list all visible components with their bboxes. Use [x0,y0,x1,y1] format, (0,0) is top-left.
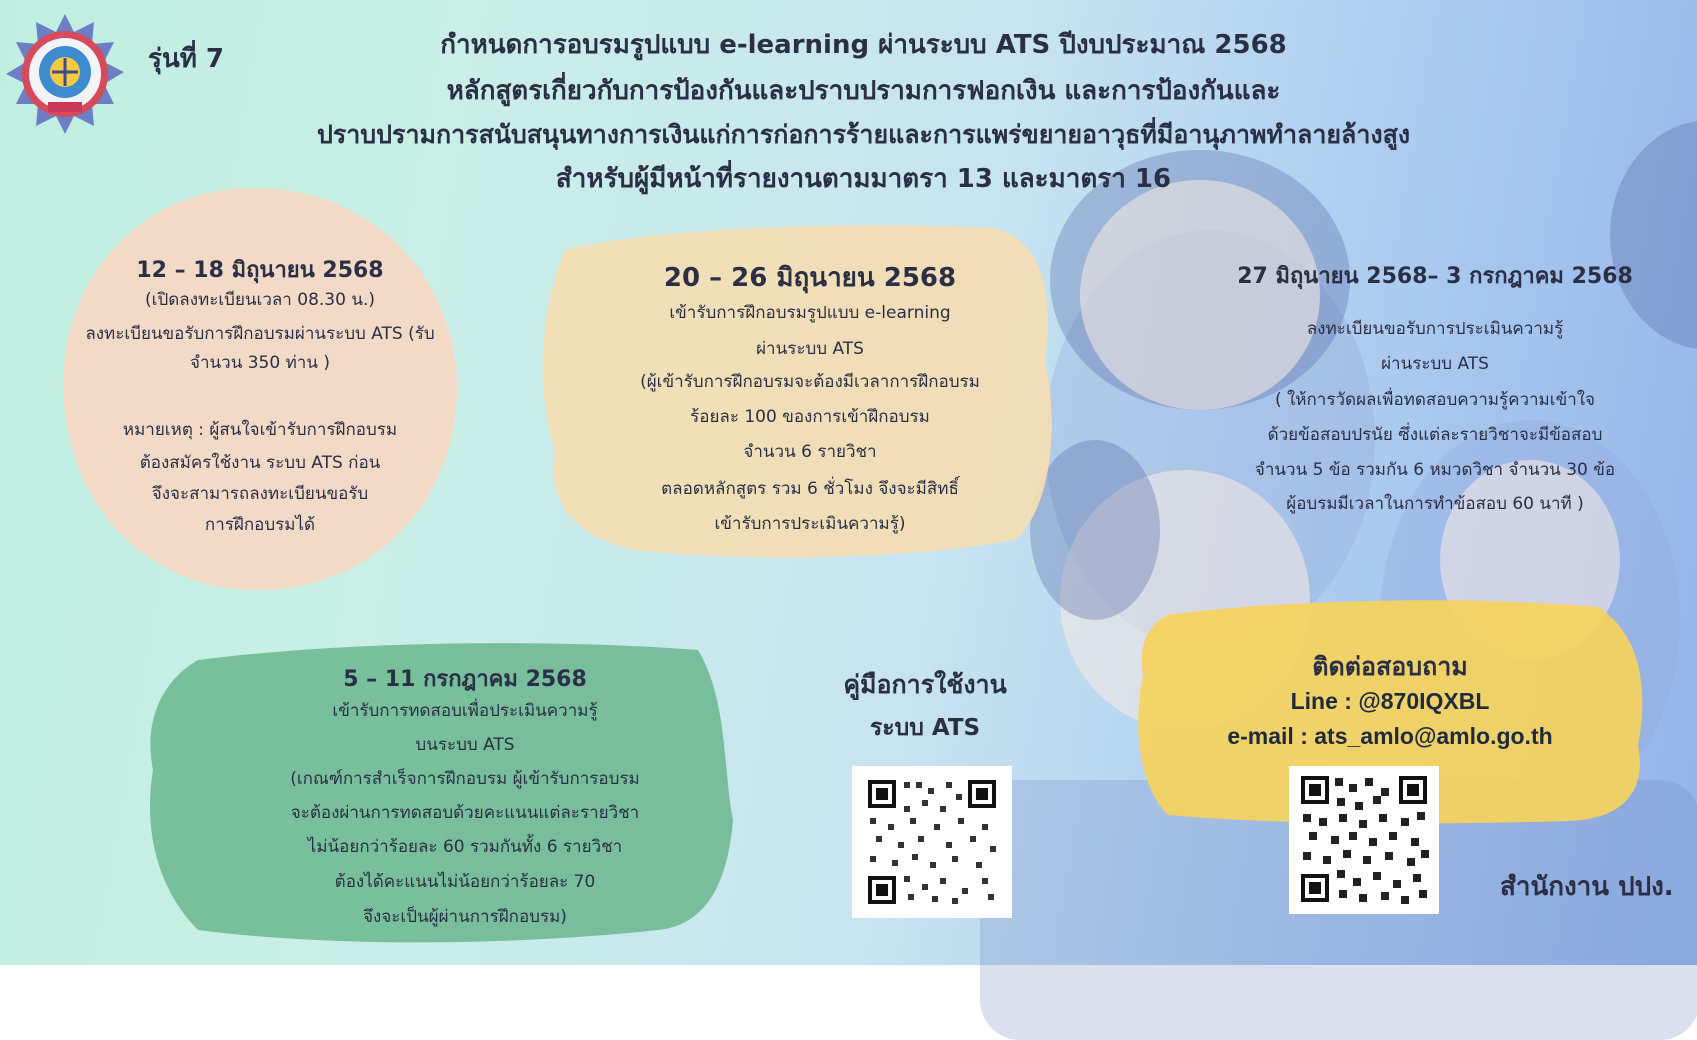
contact-line-id[interactable]: Line : @870IQXBL [1290,688,1490,714]
step4-line-4: จะต้องผ่านการทดสอบด้วยคะแนนแต่ละรายวิชา [290,803,640,823]
title-line-3: ปราบปรามการสนับสนุนทางการเงินแก่การก่อการร้ายและการแพร่ขยายอาวุธที่มีอานุภาพทำลายล้างสูง [316,120,1411,149]
step2-line-5: จำนวน 6 รายวิชา [743,442,877,462]
manual-line-2: ระบบ ATS [869,715,981,741]
contact-email[interactable]: e-mail : ats_amlo@amlo.go.th [1227,723,1553,749]
step2-line-3: (ผู้เข้ารับการฝึกอบรมจะต้องมีเวลาการฝึกอบรม [640,372,980,392]
step4-line-5: ไม่น้อยกว่าร้อยละ 60 รวมกันทั้ง 6 รายวิชา [307,837,623,857]
manual-qr-code[interactable] [852,766,1012,918]
step1-line-5: หมายเหตุ : ผู้สนใจเข้ารับการฝึกอบรม [122,420,398,440]
step4-line-6: ต้องได้คะแนนไม่น้อยกว่าร้อยละ 70 [334,872,596,892]
step1-line-2: ลงทะเบียนขอรับการฝึกอบรมผ่านระบบ ATS (รับ [85,324,435,344]
step1-line-6: ต้องสมัครใช้งาน ระบบ ATS ก่อน [139,453,381,473]
step4-line-7: จึงจะเป็นผู้ผ่านการฝึกอบรม) [363,907,567,927]
step2-line-7: เข้ารับการประเมินความรู้) [714,514,906,534]
contact-heading: ติดต่อสอบถาม [1312,652,1468,681]
step1-line-3: จำนวน 350 ท่าน ) [190,353,330,373]
step4-date: 5 – 11 กรกฎาคม 2568 [343,667,587,692]
batch-label: รุ่นที่ 7 [148,44,225,74]
step2-line-6: ตลอดหลักสูตร รวม 6 ชั่วโมง จึงจะมีสิทธิ์ [661,479,959,499]
manual-line-1: คู่มือการใช้งาน [843,670,1007,699]
step2-line-4: ร้อยละ 100 ของการเข้าฝึกอบรม [690,407,930,427]
step3-date: 27 มิถุนายน 2568– 3 กรกฎาคม 2568 [1237,264,1633,289]
step3-line-3: ( ให้การวัดผลเพื่อทดสอบความรู้ความเข้าใจ [1274,390,1596,410]
step2-line-2: ผ่านระบบ ATS [756,339,864,359]
step1-line-8: การฝึกอบรมได้ [204,515,316,535]
contact-qr-code[interactable] [1289,766,1439,914]
step3-line-1: ลงทะเบียนขอรับการประเมินความรู้ [1306,319,1564,339]
title-line-4: สำหรับผู้มีหน้าที่รายงานตามมาตรา 13 และมาตรา 16 [555,164,1172,194]
step1-line-7: จึงจะสามารถลงทะเบียนขอรับ [151,484,369,504]
step3-line-6: ผู้อบรมมีเวลาในการทำข้อสอบ 60 นาที ) [1286,494,1584,514]
step3-line-4: ด้วยข้อสอบปรนัย ซึ่งแต่ละรายวิชาจะมีข้อสอบ [1267,425,1603,445]
step4-line-3: (เกณฑ์การสำเร็จการฝึกอบรม ผู้เข้ารับการอบรม [290,769,640,789]
step4-line-1: เข้ารับการทดสอบเพื่อประเมินความรู้ [332,701,598,721]
step1-date: 12 – 18 มิถุนายน 2568 [136,258,384,283]
step3-line-2: ผ่านระบบ ATS [1381,354,1489,374]
step2-date: 20 – 26 มิถุนายน 2568 [663,263,957,293]
step2-line-1: เข้ารับการฝึกอบรมรูปแบบ e-learning [669,303,951,323]
office-name: สำนักงาน ปปง. [1500,872,1674,902]
step3-line-5: จำนวน 5 ข้อ รวมกัน 6 หมวดวิชา จำนวน 30 ข้อ [1254,460,1616,480]
step1-line-1: (เปิดลงทะเบียนเวลา 08.30 น.) [145,290,375,310]
title-line-1: กำหนดการอบรมรูปแบบ e-learning ผ่านระบบ ATS ปีงบประมาณ 2568 [440,30,1287,60]
title-line-2: หลักสูตรเกี่ยวกับการป้องกันและปราบปรามการฟอกเงิน และการป้องกันและ [446,76,1281,106]
step4-line-2: บนระบบ ATS [415,735,515,755]
